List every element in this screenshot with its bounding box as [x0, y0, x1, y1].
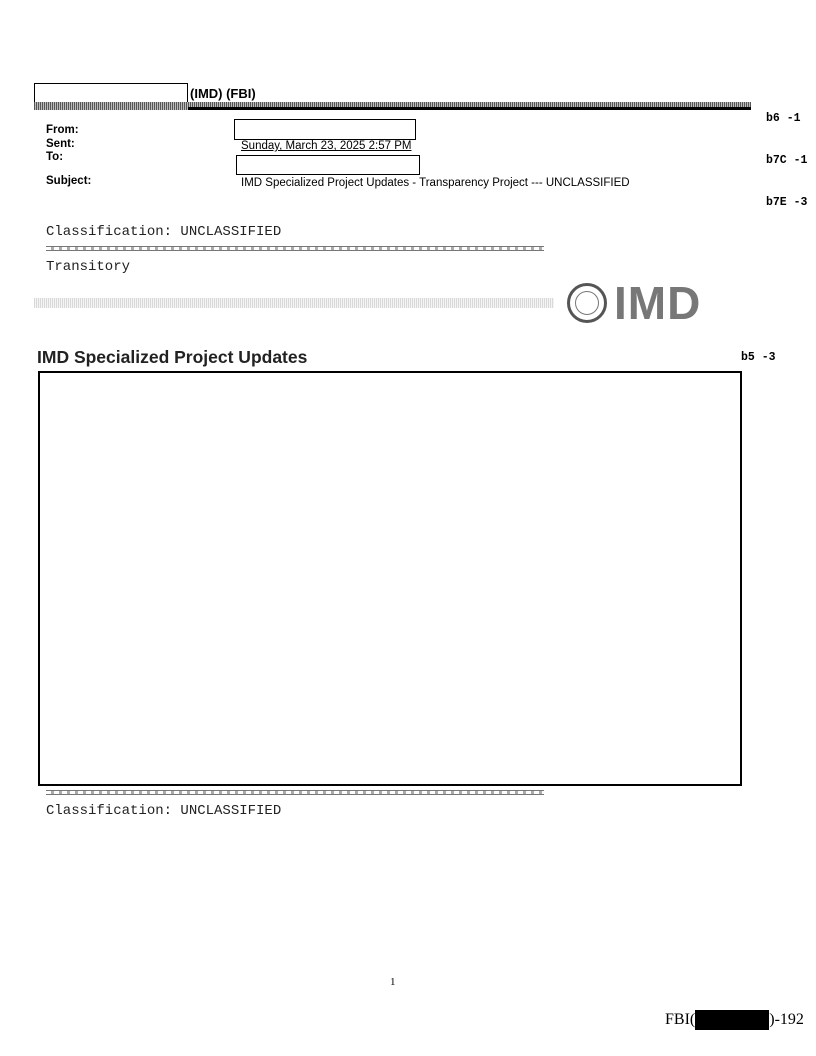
exemption-code: b7C -1 — [766, 154, 808, 167]
bates-number — [665, 1010, 804, 1030]
content-redaction — [38, 371, 742, 786]
sent-label: Sent: — [46, 138, 75, 150]
from-redaction — [234, 119, 416, 140]
sender-name-redaction — [34, 83, 188, 103]
transitory-label: Transitory — [46, 259, 131, 275]
bates-suffix: )-192 — [769, 1011, 804, 1028]
sender-org: (IMD) (FBI) — [190, 86, 256, 101]
fbi-seal-icon — [567, 283, 607, 323]
classification-bottom: Classification: UNCLASSIFIED — [46, 803, 282, 819]
bates-prefix: FBI( — [665, 1011, 696, 1028]
header-divider-solid — [188, 107, 751, 110]
exemption-code: b7E -3 — [766, 196, 808, 209]
sent-value: Sunday, March 23, 2025 2:57 PM — [241, 140, 412, 152]
page-number: 1 — [390, 976, 396, 988]
subject-label: Subject: — [46, 175, 92, 187]
double-rule-top — [46, 246, 544, 251]
section-title: IMD Specialized Project Updates — [37, 347, 308, 367]
from-label: From: — [46, 124, 79, 136]
section-exemption-code: b5 -3 — [741, 351, 776, 364]
double-rule-bottom — [46, 790, 544, 795]
exemption-codes — [766, 84, 807, 224]
bates-redaction — [695, 1010, 769, 1030]
imd-logo: IMD — [614, 277, 702, 329]
exemption-code: b6 -1 — [766, 112, 801, 125]
banner-rule — [34, 298, 554, 308]
to-redaction — [236, 155, 420, 175]
classification-top: Classification: UNCLASSIFIED — [46, 224, 282, 240]
subject-value: IMD Specialized Project Updates - Transparency Project --- UNCLASSIFIED — [241, 177, 630, 189]
to-label: To: — [46, 151, 64, 163]
